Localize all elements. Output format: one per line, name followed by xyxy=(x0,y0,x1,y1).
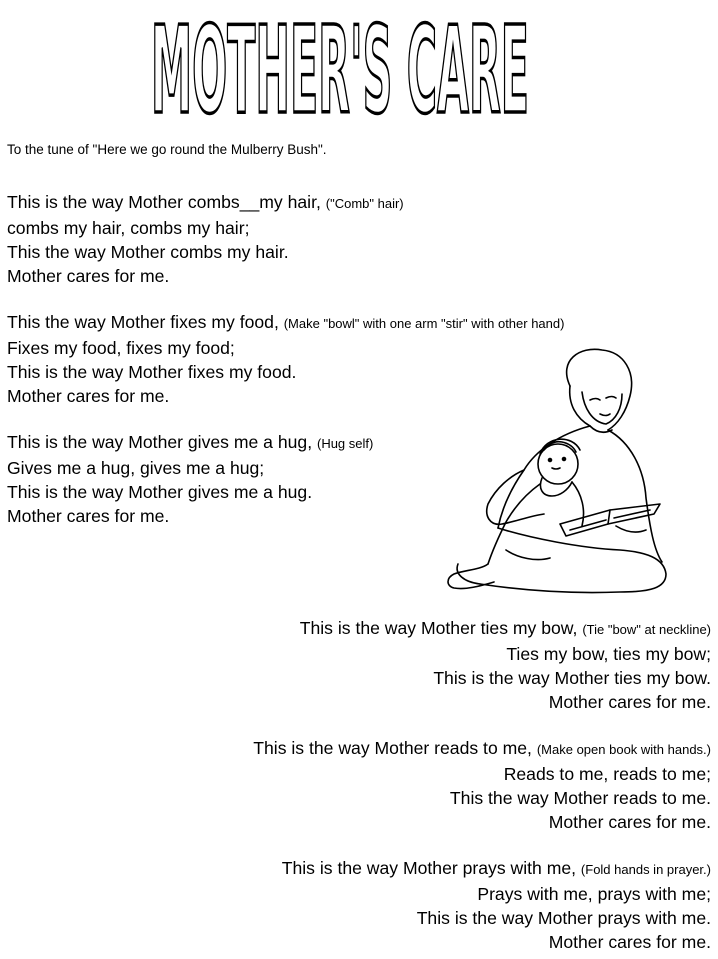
verse-line xyxy=(7,430,373,456)
title-svg xyxy=(145,0,535,138)
action-note: ("Comb" hair) xyxy=(325,196,404,211)
verse-line xyxy=(300,616,711,642)
action-note: (Tie "bow" at neckline) xyxy=(582,622,711,637)
verse-1 xyxy=(7,190,404,288)
action-note: (Make "bowl" with one arm "stir" with other hand) xyxy=(283,316,565,331)
verse-line xyxy=(253,736,711,762)
verse-4 xyxy=(300,616,711,714)
verse-first-line: This is the way Mother reads to me, xyxy=(253,738,532,758)
page-title: Mother's Care xyxy=(151,2,529,138)
tune-note: To the tune of "Here we go round the Mulberry Bush". xyxy=(7,142,327,157)
verse-first-line: This the way Mother fixes my food, xyxy=(7,312,279,332)
verse-5 xyxy=(253,736,711,834)
verse-line: Mother cares for me. xyxy=(548,932,711,952)
verse-line: Gives me a hug, gives me a hug; xyxy=(7,458,265,478)
verse-line: Mother cares for me. xyxy=(548,812,711,832)
verse-first-line: This is the way Mother ties my bow, xyxy=(299,618,578,638)
verse-6 xyxy=(282,856,711,954)
verse-line: Mother cares for me. xyxy=(548,692,711,712)
verse-line: This is the way Mother gives me a hug. xyxy=(7,482,313,502)
action-note: (Make open book with hands.) xyxy=(536,742,711,757)
verse-line xyxy=(282,856,711,882)
verse-first-line: This is the way Mother combs__my hair, xyxy=(7,192,321,212)
verse-line: This is the way Mother fixes my food. xyxy=(7,362,297,382)
action-note: (Fold hands in prayer.) xyxy=(580,862,711,877)
verse-line: Mother cares for me. xyxy=(7,266,170,286)
verse-first-line: This is the way Mother gives me a hug, xyxy=(7,432,313,452)
page-title-art xyxy=(145,0,535,138)
verse-line: This is the way Mother ties my bow. xyxy=(433,668,711,688)
verse-line xyxy=(7,310,564,336)
verse-line xyxy=(7,190,404,216)
mother-reading-illustration xyxy=(440,338,672,598)
verse-line: Mother cares for me. xyxy=(7,386,170,406)
action-note: (Hug self) xyxy=(316,436,374,451)
verse-first-line: This is the way Mother prays with me, xyxy=(281,858,577,878)
verse-line: combs my hair, combs my hair; xyxy=(7,218,250,238)
verse-line: Ties my bow, ties my bow; xyxy=(506,644,711,664)
verse-line: This is the way Mother prays with me. xyxy=(416,908,711,928)
verse-line: This the way Mother reads to me. xyxy=(449,788,711,808)
verse-line: This the way Mother combs my hair. xyxy=(7,242,289,262)
verse-line: Reads to me, reads to me; xyxy=(503,764,711,784)
verse-line: Fixes my food, fixes my food; xyxy=(7,338,235,358)
verse-line: Mother cares for me. xyxy=(7,506,170,526)
verse-line: Prays with me, prays with me; xyxy=(477,884,711,904)
verse-3 xyxy=(7,430,373,528)
